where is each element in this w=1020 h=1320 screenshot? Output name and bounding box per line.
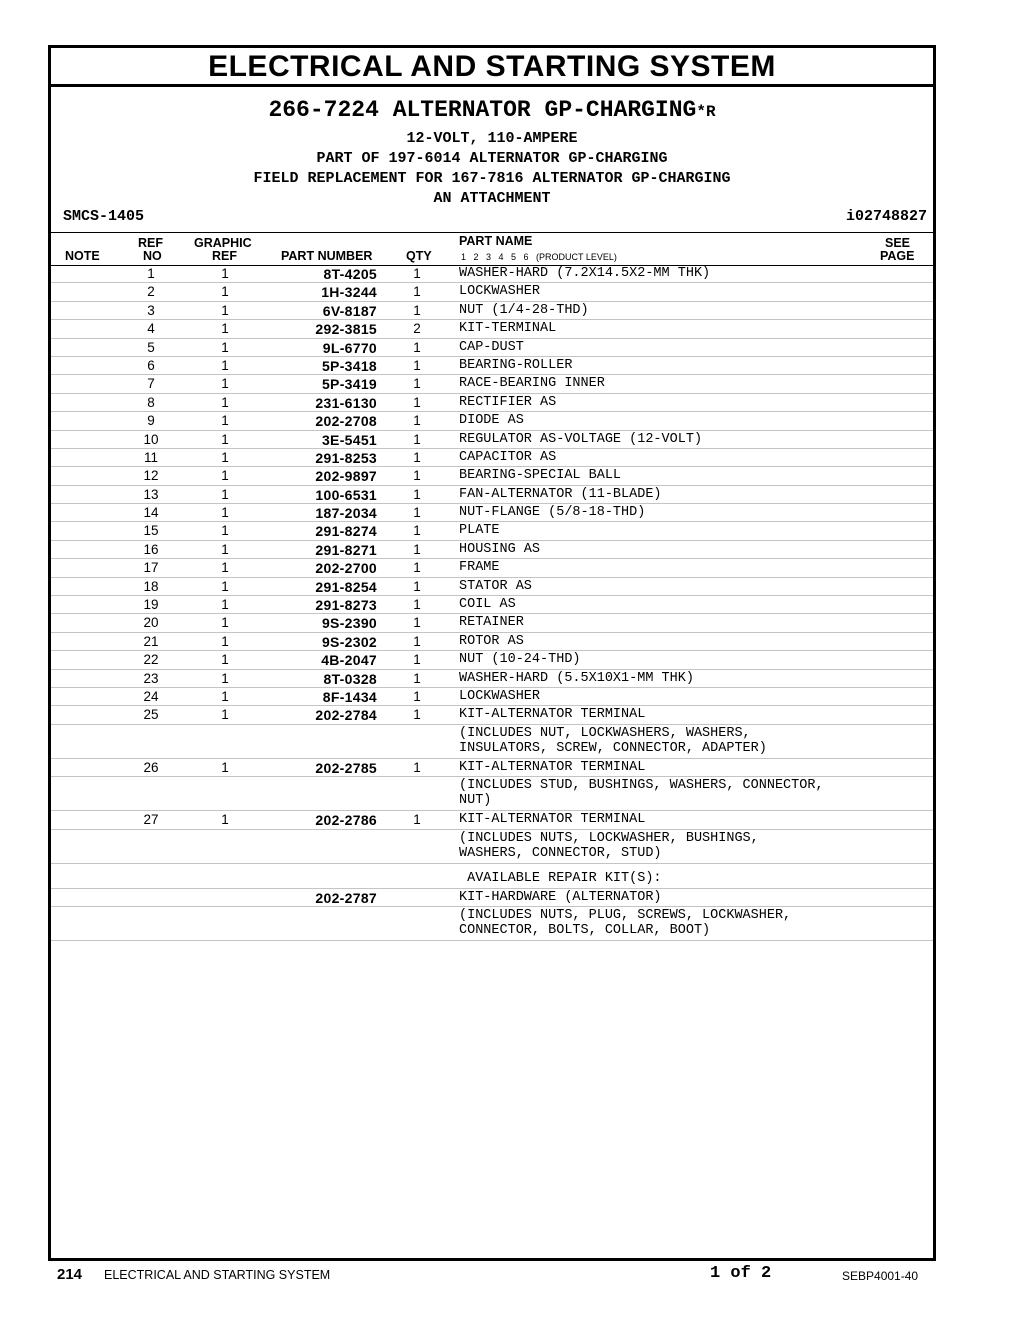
- part-number-cell: 4B-2047: [321, 652, 377, 669]
- table-row: [51, 725, 933, 759]
- group-number: 266-7224: [268, 97, 379, 123]
- graphic-ref-cell: 1: [221, 357, 229, 373]
- ref-no-cell: 27: [143, 812, 159, 828]
- table-row: [51, 670, 933, 688]
- part-name-cell: KIT-TERMINAL: [459, 321, 557, 337]
- col-part-name: PART NAME: [459, 234, 533, 248]
- part-name-cell: KIT-ALTERNATOR TERMINAL: [459, 707, 646, 723]
- table-row: [51, 559, 933, 577]
- table-row: [51, 486, 933, 504]
- ref-no-cell: 26: [143, 759, 159, 775]
- graphic-ref-cell: 1: [221, 505, 229, 521]
- part-number-cell: 291-8271: [315, 541, 377, 558]
- ref-no-cell: 25: [143, 707, 159, 723]
- table-row: [51, 504, 933, 522]
- table-row: [51, 522, 933, 540]
- part-name-cell: LOCKWASHER: [459, 284, 541, 300]
- part-number-cell: 9S-2302: [321, 633, 377, 650]
- part-name-cell: BEARING-SPECIAL BALL: [459, 468, 622, 484]
- qty-cell: 1: [413, 670, 421, 686]
- table-row: [51, 759, 933, 777]
- graphic-ref-cell: 1: [221, 688, 229, 704]
- col-qty: QTY: [406, 249, 432, 263]
- table-row: [51, 633, 933, 651]
- graphic-ref-cell: 1: [221, 812, 229, 828]
- ref-no-cell: 20: [143, 615, 159, 631]
- part-name-cell: (INCLUDES NUT, LOCKWASHERS, WASHERS, INSULATORS, SCREW, CONNECTOR, ADAPTER): [459, 725, 767, 756]
- table-row: [51, 412, 933, 430]
- part-name-cell: NUT (1/4-28-THD): [459, 302, 589, 318]
- qty-cell: 1: [413, 578, 421, 594]
- table-row: [51, 431, 933, 449]
- graphic-ref-cell: 1: [221, 431, 229, 447]
- part-name-cell: RACE-BEARING INNER: [459, 376, 605, 392]
- section-title: ELECTRICAL AND STARTING SYSTEM: [51, 48, 933, 87]
- part-number-cell: 231-6130: [315, 394, 377, 411]
- graphic-ref-cell: 1: [221, 321, 229, 337]
- graphic-ref-cell: 1: [221, 707, 229, 723]
- table-row: [51, 265, 933, 283]
- table-row: [51, 339, 933, 357]
- part-name-cell: DIODE AS: [459, 413, 524, 429]
- group-title: [51, 93, 933, 129]
- table-row: [51, 357, 933, 375]
- table-row: [51, 375, 933, 393]
- ref-no-cell: 22: [143, 652, 159, 668]
- table-row: [51, 467, 933, 485]
- part-number-cell: 8T-0328: [323, 670, 377, 687]
- part-number-cell: 291-8273: [315, 597, 377, 614]
- qty-cell: 1: [413, 394, 421, 410]
- part-name-cell: RETAINER: [459, 615, 524, 631]
- group-name: ALTERNATOR GP-CHARGING: [392, 97, 697, 123]
- ref-no-cell: 2: [147, 284, 155, 300]
- ref-no-cell: 23: [143, 670, 159, 686]
- graphic-ref-cell: 1: [221, 523, 229, 539]
- part-number-cell: 5P-3419: [321, 376, 377, 393]
- ref-no-cell: 18: [143, 578, 159, 594]
- table-row: [51, 706, 933, 724]
- smcs-code: SMCS-1405: [63, 208, 145, 225]
- part-name-cell: (INCLUDES NUTS, PLUG, SCREWS, LOCKWASHER, CONNECTOR, BOLTS, COLLAR, BOOT): [459, 907, 792, 938]
- page-number: 214: [57, 1266, 83, 1283]
- part-name-cell: FAN-ALTERNATOR (11-BLADE): [459, 486, 662, 502]
- qty-cell: 1: [413, 266, 421, 281]
- qty-cell: 1: [413, 615, 421, 631]
- graphic-ref-cell: 1: [221, 376, 229, 392]
- part-name-cell: NUT-FLANGE (5/8-18-THD): [459, 505, 646, 521]
- graphic-ref-cell: 1: [221, 266, 229, 281]
- part-name-cell: WASHER-HARD (5.5X10X1-MM THK): [459, 670, 694, 686]
- graphic-ref-cell: 1: [221, 759, 229, 775]
- page-of: 1 of 2: [710, 1264, 772, 1283]
- part-number-cell: 202-2708: [315, 413, 377, 430]
- graphic-ref-cell: 1: [221, 615, 229, 631]
- table-row: [51, 889, 933, 907]
- ref-no-cell: 10: [143, 431, 159, 447]
- qty-cell: 2: [413, 321, 421, 337]
- group-header: [51, 87, 933, 209]
- graphic-ref-cell: 1: [221, 541, 229, 557]
- table-row: [51, 283, 933, 301]
- part-number-cell: 9L-6770: [322, 339, 377, 356]
- part-number-cell: 8T-4205: [323, 266, 377, 282]
- page-footer: [0, 1264, 1020, 1288]
- part-name-cell: KIT-HARDWARE (ALTERNATOR): [459, 889, 662, 905]
- part-name-cell: CAPACITOR AS: [459, 449, 557, 465]
- graphic-ref-cell: 1: [221, 394, 229, 410]
- ref-no-cell: 9: [147, 413, 155, 429]
- table-row: [51, 596, 933, 614]
- col-product-level: 1 2 3 4 5 6 (PRODUCT LEVEL): [461, 252, 617, 262]
- part-number-cell: 5P-3418: [321, 357, 377, 374]
- part-name-cell: AVAILABLE REPAIR KIT(S):: [459, 870, 662, 886]
- group-subline: FIELD REPLACEMENT FOR 167-7816 ALTERNATOR GP-CHARGING: [253, 170, 731, 187]
- part-name-cell: WASHER-HARD (7.2X14.5X2-MM THK): [459, 266, 711, 281]
- parts-page-frame: [48, 45, 936, 1261]
- part-number-cell: 100-6531: [315, 486, 377, 503]
- table-row: [51, 777, 933, 811]
- table-row: [51, 302, 933, 320]
- part-name-cell: ROTOR AS: [459, 633, 524, 649]
- part-name-cell: NUT (10-24-THD): [459, 652, 581, 668]
- document-number: SEBP4001-40: [842, 1269, 919, 1283]
- footer-title: ELECTRICAL AND STARTING SYSTEM: [104, 1268, 331, 1282]
- group-subline: AN ATTACHMENT: [433, 190, 551, 207]
- qty-cell: 1: [413, 468, 421, 484]
- part-number-cell: 1H-3244: [321, 284, 377, 301]
- part-name-cell: BEARING-ROLLER: [459, 357, 573, 373]
- graphic-ref-cell: 1: [221, 670, 229, 686]
- part-number-cell: 202-9897: [315, 468, 377, 485]
- illustration-id: i02748827: [845, 208, 927, 225]
- qty-cell: 1: [413, 633, 421, 649]
- part-name-cell: COIL AS: [459, 597, 516, 613]
- part-name-cell: CAP-DUST: [459, 339, 524, 355]
- ref-no-cell: 1: [147, 266, 155, 281]
- ref-no-cell: 3: [147, 302, 155, 318]
- qty-cell: 1: [413, 284, 421, 300]
- ref-no-cell: 16: [143, 541, 159, 557]
- part-number-cell: 291-8254: [315, 578, 377, 595]
- col-ref-top: REF: [138, 236, 163, 250]
- part-name-cell: KIT-ALTERNATOR TERMINAL: [459, 812, 646, 828]
- graphic-ref-cell: 1: [221, 560, 229, 576]
- qty-cell: 1: [413, 759, 421, 775]
- graphic-ref-cell: 1: [221, 652, 229, 668]
- part-name-cell: STATOR AS: [459, 578, 532, 594]
- ref-no-cell: 21: [143, 633, 159, 649]
- graphic-ref-cell: 1: [221, 578, 229, 594]
- ref-no-cell: 8: [147, 394, 155, 410]
- qty-cell: 1: [413, 560, 421, 576]
- graphic-ref-cell: 1: [221, 633, 229, 649]
- group-suffix: *R: [696, 103, 716, 121]
- part-number-cell: 3E-5451: [321, 431, 377, 448]
- graphic-ref-cell: 1: [221, 302, 229, 318]
- table-row: [51, 614, 933, 632]
- table-row: [51, 541, 933, 559]
- graphic-ref-cell: 1: [221, 486, 229, 502]
- col-note: NOTE: [65, 249, 100, 263]
- part-name-cell: FRAME: [459, 560, 500, 576]
- group-subline: PART OF 197-6014 ALTERNATOR GP-CHARGING: [316, 150, 668, 167]
- ref-no-cell: 12: [143, 468, 159, 484]
- qty-cell: 1: [413, 523, 421, 539]
- graphic-ref-cell: 1: [221, 284, 229, 300]
- qty-cell: 1: [413, 652, 421, 668]
- table-row: [51, 864, 933, 889]
- part-name-cell: REGULATOR AS-VOLTAGE (12-VOLT): [459, 431, 703, 447]
- table-row: [51, 449, 933, 467]
- part-name-cell: RECTIFIER AS: [459, 394, 557, 410]
- ref-no-cell: 7: [147, 376, 155, 392]
- table-header: [51, 232, 933, 266]
- part-number-cell: 9S-2390: [321, 615, 377, 632]
- table-row: [51, 811, 933, 829]
- ref-no-cell: 5: [147, 339, 155, 355]
- qty-cell: 1: [413, 707, 421, 723]
- part-number-cell: 8F-1434: [322, 688, 377, 705]
- qty-cell: 1: [413, 376, 421, 392]
- col-graphic-bottom: REF: [212, 249, 237, 263]
- qty-cell: 1: [413, 597, 421, 613]
- qty-cell: 1: [413, 431, 421, 447]
- table-row: [51, 907, 933, 941]
- qty-cell: 1: [413, 541, 421, 557]
- col-see-bottom: PAGE: [880, 249, 915, 263]
- col-ref-bottom: NO: [143, 249, 162, 263]
- graphic-ref-cell: 1: [221, 339, 229, 355]
- parts-table-body: [51, 265, 933, 941]
- table-row: [51, 394, 933, 412]
- part-number-cell: 202-2785: [315, 759, 377, 776]
- group-subline: 12-VOLT, 110-AMPERE: [406, 130, 578, 147]
- graphic-ref-cell: 1: [221, 449, 229, 465]
- table-row: [51, 578, 933, 596]
- col-part-number: PART NUMBER: [281, 249, 373, 263]
- qty-cell: 1: [413, 812, 421, 828]
- part-name-cell: (INCLUDES NUTS, LOCKWASHER, BUSHINGS, WASHERS, CONNECTOR, STUD): [459, 830, 759, 861]
- qty-cell: 1: [413, 413, 421, 429]
- graphic-ref-cell: 1: [221, 468, 229, 484]
- part-number-cell: 292-3815: [315, 321, 377, 338]
- part-name-cell: PLATE: [459, 523, 500, 539]
- qty-cell: 1: [413, 357, 421, 373]
- part-number-cell: 291-8274: [315, 523, 377, 540]
- qty-cell: 1: [413, 505, 421, 521]
- ref-no-cell: 14: [143, 505, 159, 521]
- part-name-cell: LOCKWASHER: [459, 688, 541, 704]
- part-name-cell: (INCLUDES STUD, BUSHINGS, WASHERS, CONNECTOR, NUT): [459, 778, 824, 809]
- qty-cell: 1: [413, 449, 421, 465]
- ref-no-cell: 19: [143, 597, 159, 613]
- part-name-cell: HOUSING AS: [459, 541, 541, 557]
- table-row: [51, 688, 933, 706]
- table-row: [51, 651, 933, 669]
- col-see-top: SEE: [885, 236, 911, 250]
- ref-no-cell: 13: [143, 486, 159, 502]
- part-number-cell: 202-2784: [315, 707, 377, 724]
- graphic-ref-cell: 1: [221, 413, 229, 429]
- qty-cell: 1: [413, 486, 421, 502]
- ref-no-cell: 11: [143, 449, 158, 465]
- part-number-cell: 6V-8187: [322, 302, 377, 319]
- part-number-cell: 202-2700: [315, 560, 377, 577]
- part-number-cell: 187-2034: [315, 505, 377, 522]
- ref-no-cell: 15: [143, 523, 159, 539]
- qty-cell: 1: [413, 339, 421, 355]
- ref-no-cell: 24: [143, 688, 159, 704]
- graphic-ref-cell: 1: [221, 597, 229, 613]
- ref-no-cell: 4: [147, 321, 155, 337]
- ref-no-cell: 6: [147, 357, 155, 373]
- part-number-cell: 202-2787: [315, 889, 377, 906]
- part-number-cell: 202-2786: [315, 812, 377, 829]
- table-row: [51, 830, 933, 864]
- ref-no-cell: 17: [143, 560, 159, 576]
- qty-cell: 1: [413, 302, 421, 318]
- part-number-cell: 291-8253: [315, 449, 377, 466]
- qty-cell: 1: [413, 688, 421, 704]
- table-row: [51, 320, 933, 338]
- part-name-cell: KIT-ALTERNATOR TERMINAL: [459, 759, 646, 775]
- col-graphic-top: GRAPHIC: [194, 236, 252, 250]
